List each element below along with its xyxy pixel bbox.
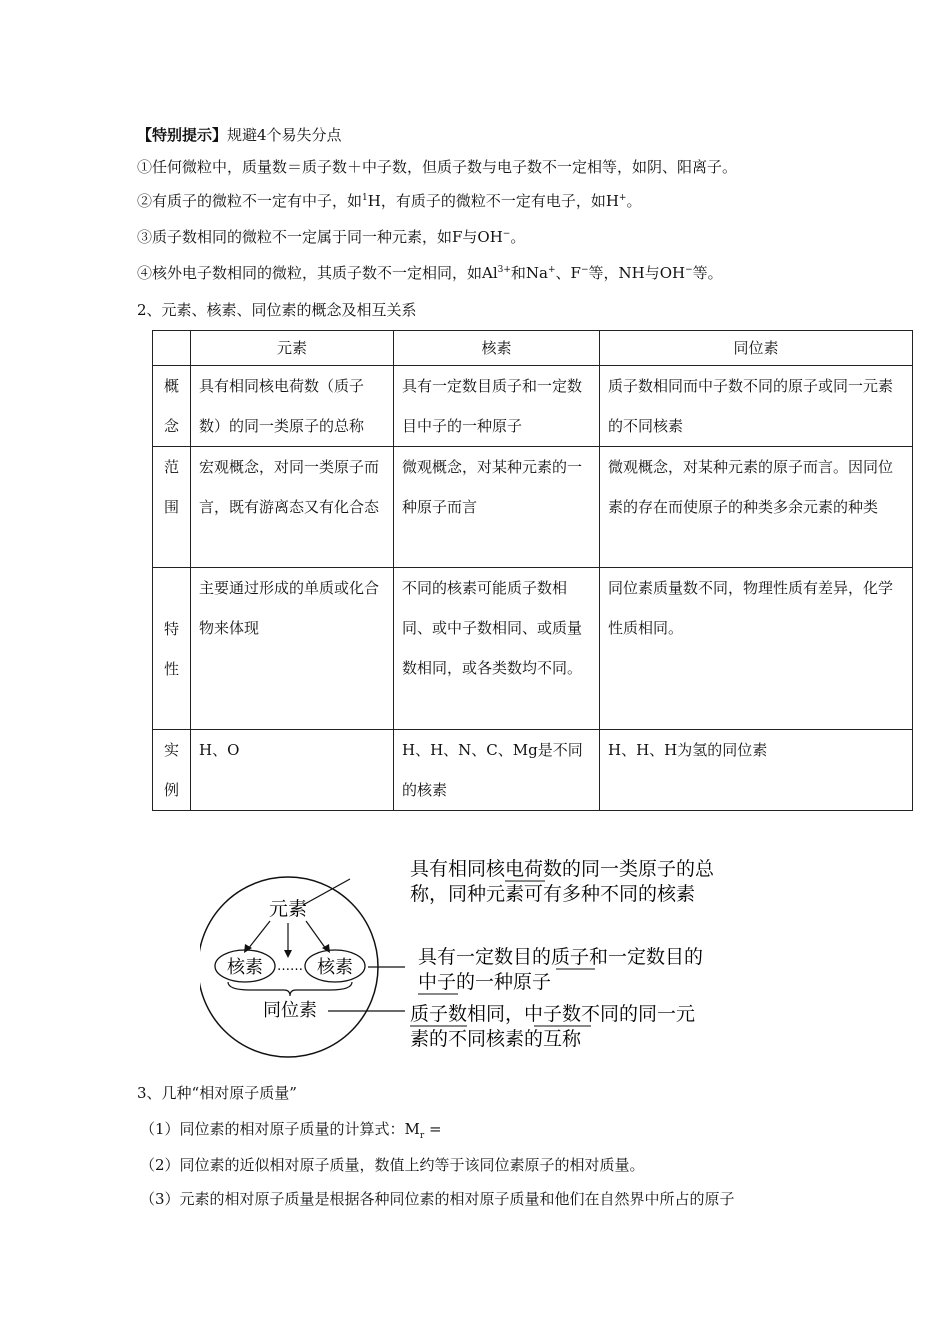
tip-point-2-sup-2: +: [618, 193, 627, 203]
tip-title: 【特别提示】: [137, 126, 228, 144]
element-nuclide-isotope-diagram: [200, 845, 760, 1065]
table-cell: 主要通过形成的单质或化合物来体现: [191, 568, 394, 730]
section-3-item-1-sub: r: [419, 1131, 425, 1141]
diagram-isotope-label: 同位素: [263, 1000, 317, 1021]
tip-point-4-text-c: 、F: [555, 264, 581, 282]
table-cell: H、O: [191, 730, 394, 811]
section-2-heading: 2、元素、核素、同位素的概念及相互关系: [137, 301, 417, 319]
tip-point-3-text-a: ③质子数相同的微粒不一定属于同一种元素，如F与OH: [137, 228, 503, 246]
tip-point-4-sup-4: −: [685, 265, 693, 275]
row-heading-char: 范: [163, 458, 179, 476]
tip-point-2-text-c: 。: [626, 192, 642, 210]
arrow-right: [306, 921, 326, 949]
table-cell: 微观概念，对某种元素的一种原子而言: [394, 447, 600, 568]
diagram-desc-nuclide-line2: 中子的一种原子: [418, 971, 552, 993]
table-header-isotope: 同位素: [600, 331, 913, 366]
tip-point-2-text-b: H，有质子的微粒不一定有电子，如H: [367, 192, 619, 210]
table-cell: 不同的核素可能质子数相同、或中子数相同、或质量数相同，或各类数均不同。: [394, 568, 600, 730]
tip-point-4-text-a: ④核外电子数相同的微粒，其质子数不一定相同，如Al: [137, 264, 498, 282]
diagram-desc-element-line2: 称，同种元素可有多种不同的核素: [410, 883, 696, 905]
tip-point-2-sup-1: 1: [362, 193, 368, 203]
table-row: [153, 366, 913, 447]
row-heading-char: 念: [163, 417, 179, 435]
table-cell: H、H、H为氢的同位素: [600, 730, 913, 811]
tip-point-3-sup: −: [502, 229, 511, 239]
table-cell: 同位素质量数不同，物理性质有差异，化学性质相同。: [600, 568, 913, 730]
table-header-nuclide: 核素: [394, 331, 600, 366]
tip-point-4-text-d: 等，NH与OH: [588, 264, 686, 282]
row-heading-char: 围: [163, 498, 179, 516]
row-heading-char: 实: [163, 741, 179, 759]
row-heading-char: 特: [163, 619, 179, 638]
table-cell: 宏观概念，对同一类原子而言，既有游离态又有化合态: [191, 447, 394, 568]
tip-point-4-sup-2: +: [548, 265, 556, 275]
row-heading-example: [153, 730, 191, 811]
section-3-item-3: （3）元素的相对原子质量是根据各种同位素的相对原子质量和他们在自然界中所占的原子: [140, 1190, 735, 1208]
diagram-desc-isotope-line1: 质子数相同，中子数不同的同一元: [410, 1003, 696, 1025]
section-3-item-2: （2）同位素的近似相对原子质量，数值上约等于该同位素原子的相对质量。: [140, 1156, 645, 1174]
tip-point-2: [137, 190, 641, 211]
table-row: [153, 447, 913, 568]
tip-point-3-text-b: 。: [510, 228, 526, 246]
row-heading-char: 性: [163, 659, 179, 678]
table-header-corner: [153, 331, 191, 366]
isotope-brace: [228, 982, 352, 996]
section-3-heading: 3、几种“相对原子质量”: [137, 1084, 297, 1102]
tip-point-4-sup-3: −: [580, 265, 589, 275]
diagram-nuclide-left: 核素: [227, 957, 263, 978]
table-header-row: [153, 331, 913, 366]
table-header-element: 元素: [191, 331, 394, 366]
diagram-desc-element-line1: 具有相同核电荷数的同一类原子的总: [410, 858, 715, 880]
arrowhead-middle: [284, 950, 292, 958]
connector-element: [303, 879, 350, 905]
diagram-nuclide-right: 核素: [317, 957, 353, 978]
table-cell: 质子数相同而中子数不同的原子或同一元素的不同核素: [600, 366, 913, 447]
row-heading-property: [153, 568, 191, 730]
tip-heading: [137, 124, 342, 145]
table-cell: H、H、N、C、Mg是不同的核素: [394, 730, 600, 811]
diagram-dots: ……: [277, 959, 303, 974]
section-3-item-1-tail: =: [424, 1120, 442, 1138]
row-heading-char: 概: [163, 377, 179, 395]
tip-subtitle: 规避4个易失分点: [227, 126, 342, 144]
tip-point-3: [137, 226, 525, 247]
tip-point-4-text-e: 等。: [692, 264, 723, 282]
arrow-left: [248, 921, 270, 949]
tip-point-4-sup-1: 3+: [497, 265, 511, 275]
tip-point-1: ①任何微粒中，质量数＝质子数＋中子数，但质子数与电子数不一定相等，如阴、阳离子。: [137, 158, 738, 176]
concept-table: [152, 330, 913, 811]
row-heading-concept: [153, 366, 191, 447]
table-row: [153, 730, 913, 811]
section-3-item-1-text: （1）同位素的相对原子质量的计算式：M: [140, 1120, 420, 1138]
table-cell: 具有一定数目质子和一定数目中子的一种原子: [394, 366, 600, 447]
diagram-element-label: 元素: [268, 898, 308, 920]
diagram-desc-nuclide-line1: 具有一定数目的质子和一定数目的: [418, 946, 704, 968]
tip-point-4-text-b: 和Na: [510, 264, 548, 282]
tip-point-4: [137, 262, 723, 283]
row-heading-scope: [153, 447, 191, 568]
table-row: [153, 568, 913, 730]
row-heading-char: 例: [163, 781, 179, 799]
diagram-desc-isotope-line2: 素的不同核素的互称: [410, 1028, 582, 1050]
section-3-item-1: [140, 1118, 442, 1141]
table-cell: 具有相同核电荷数（质子数）的同一类原子的总称: [191, 366, 394, 447]
table-cell: 微观概念，对某种元素的原子而言。因同位素的存在而使原子的种类多余元素的种类: [600, 447, 913, 568]
tip-point-2-text-a: ②有质子的微粒不一定有中子，如: [137, 192, 363, 210]
